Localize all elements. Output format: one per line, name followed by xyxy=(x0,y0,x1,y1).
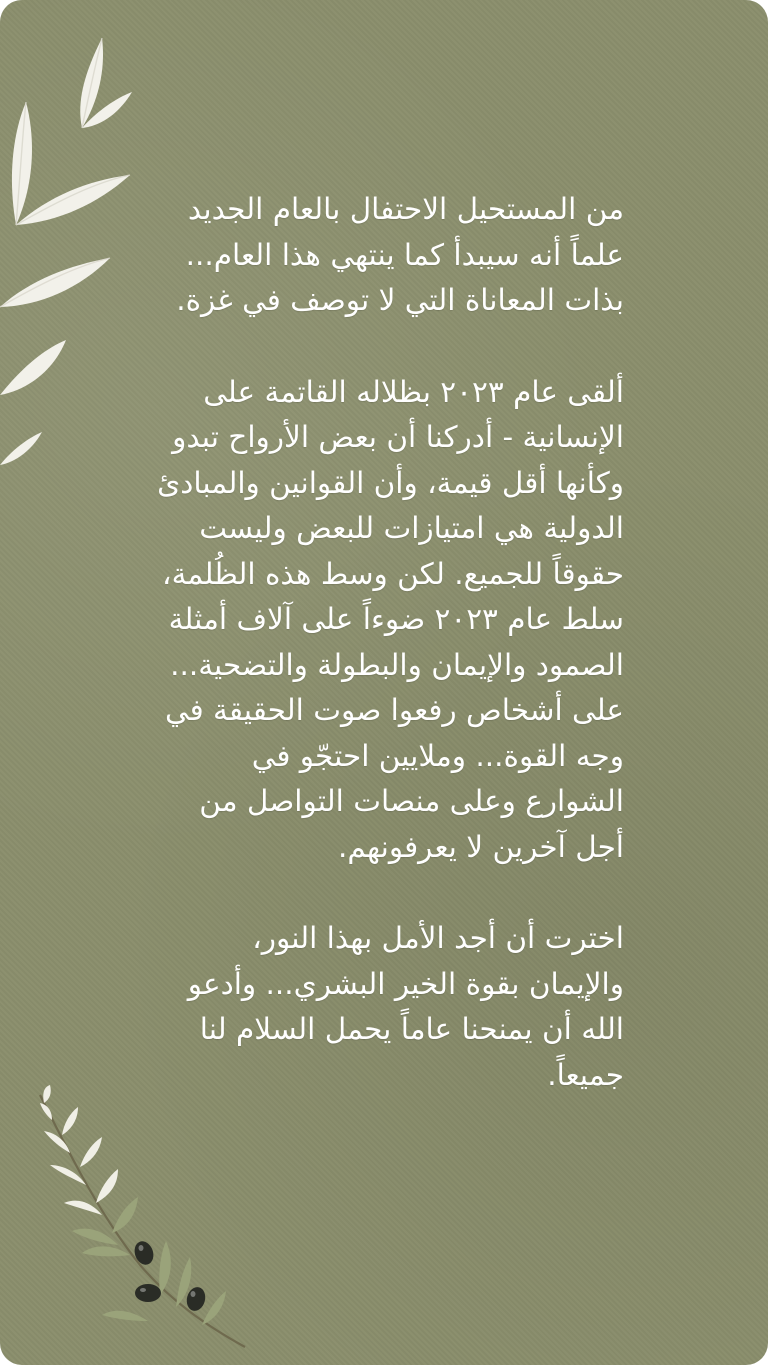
olive-branch-icon xyxy=(30,1085,260,1350)
poem-line: حقوقاً للجميع. لكن وسط هذه الظُلمة، xyxy=(162,556,624,591)
poem-line: جميعاً. xyxy=(547,1057,624,1092)
poem-line: الدولية هي امتيازات للبعض وليست xyxy=(199,511,624,545)
poem-line: والإيمان بقوة الخير البشري... وأدعو xyxy=(187,966,624,1001)
poem-line: وكأنها أقل قيمة، وأن القوانين والمبادئ xyxy=(157,465,624,500)
poem-line: اخترت أن أجد الأمل بهذا النور، xyxy=(252,921,624,955)
poem-text xyxy=(150,187,624,1098)
stanza xyxy=(150,187,624,324)
white-leaves-icon xyxy=(0,30,150,480)
poem-line: وجه القوة... وملايين احتجّو في xyxy=(251,738,624,773)
poem-line: الصمود والإيمان والبطولة والتضحية... xyxy=(170,647,624,682)
poem-line: من المستحيل الاحتفال بالعام الجديد xyxy=(187,192,624,226)
poem-line: أجل آخرين لا يعرفونهم. xyxy=(338,829,624,864)
poem-line: بذات المعاناة التي لا توصف في غزة. xyxy=(176,283,624,317)
poem-line: ألقى عام ٢٠٢٣ بظلاله القاتمة على xyxy=(203,374,624,409)
poem-line: سلط عام ٢٠٢٣ ضوءاً على آلاف أمثلة xyxy=(168,602,624,636)
stanza xyxy=(150,916,624,1098)
poem-line: الله أن يمنحنا عاماً يحمل السلام لنا xyxy=(199,1012,624,1046)
stanza xyxy=(150,370,624,871)
poem-line: الشوارع وعلى منصات التواصل من xyxy=(199,784,624,818)
poem-line: على أشخاص رفعوا صوت الحقيقة في xyxy=(164,693,624,727)
poem-line: الإنسانية - أدركنا أن بعض الأرواح تبدو xyxy=(172,420,624,454)
poem-line: علماً أنه سيبدأ كما ينتهي هذا العام... xyxy=(185,237,624,272)
